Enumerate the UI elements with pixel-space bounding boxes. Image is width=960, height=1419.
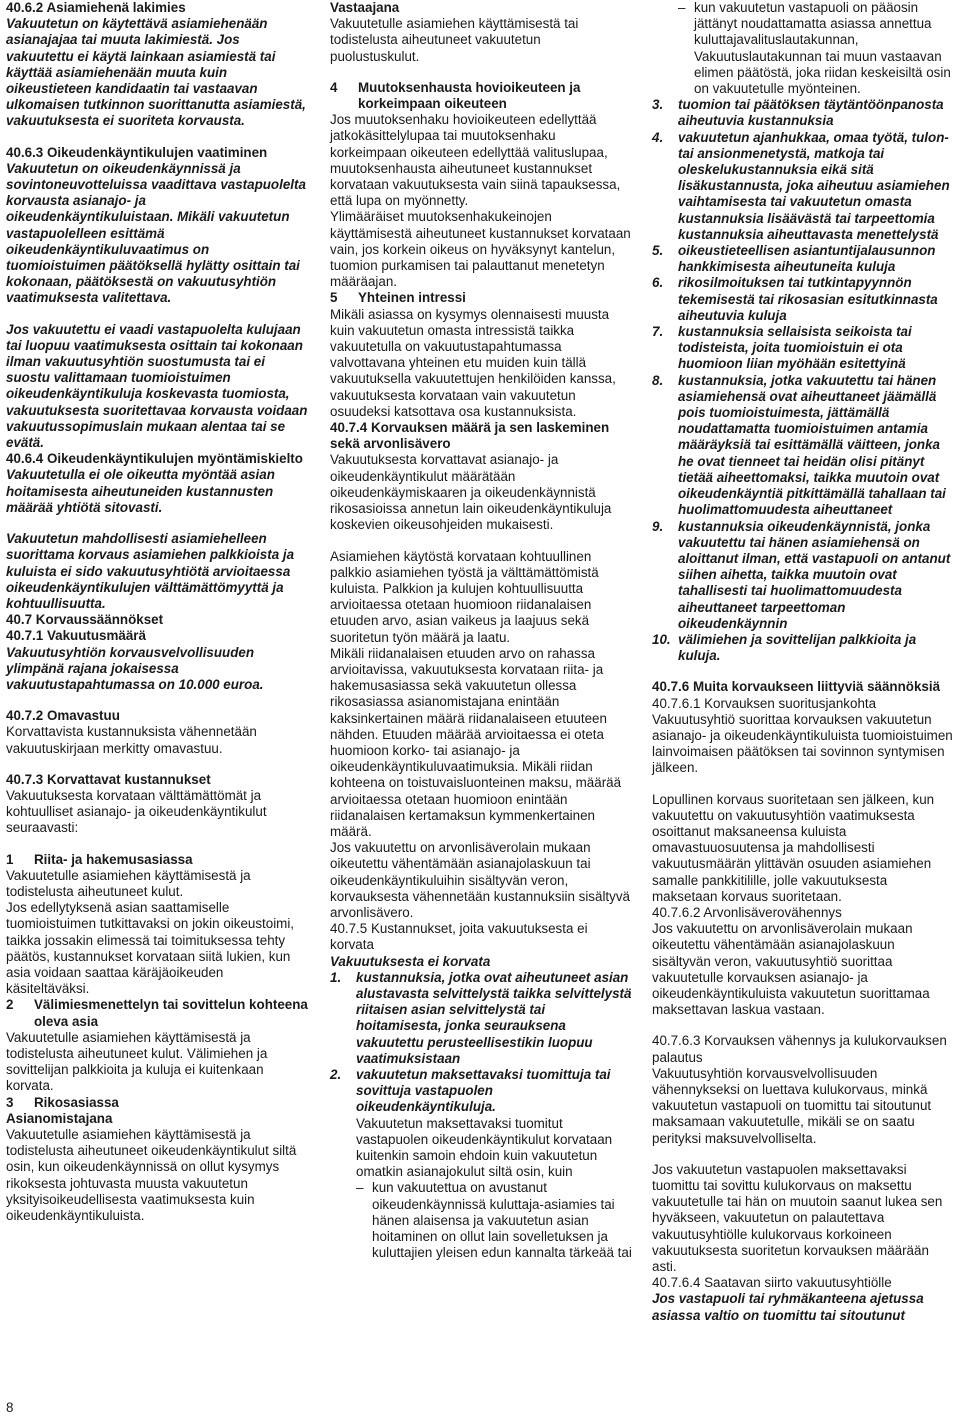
section-heading: 40.7.6.3 Korvauksen vähennys ja kulukorvauksen palautus [652,1033,947,1065]
page-number: 8 [6,1400,14,1415]
exclusion-list [330,970,632,1262]
section-heading: 40.7.2 Omavastuu [6,708,120,724]
section-40-6-4 [6,451,308,516]
paragraph: Ylimääräiset muutoksenhakukeinojen käyttämisestä aiheutuneet kustannukset korvataan vain, jos korkein oikeus on hyväksynyt kantelun, tuomion purkamisen tai palauttanut menetetyn määräajan. [330,209,631,290]
section-heading: 40.7.3 Korvattavat kustannukset [6,771,211,787]
section-body: Vakuutetun on oikeudenkäynnissä ja sovintoneuvotteluissa vaadittava vastapuolelta korvausta asianajo- ja oikeudenkäyntikuluistaan. Mikäli vakuutetun vastapuolelleen esittämä oikeudenkäyntikuluvaatimus on tuomioistuimen päätöksellä hylätty osittain tai kokonaan, päätöksestä on vakuutusyhtiön vaatimuksesta valitettava. [6,160,306,306]
list-number: 5. [652,243,664,259]
paragraph: Vakuutetulle asiamiehen käyttämisestä ja todistelusta aiheutuneet kulut. Välimiehen ja sovittelijan palkkioita ja kuluja ei kuitenkaan korvata. [6,1029,268,1094]
list-number: 3. [652,97,664,113]
section-40-6-2 [6,0,308,130]
paragraph: Asiamiehen käytöstä korvataan kohtuullinen palkkio asiamiehen työstä ja välttämättömistä kuluista. Palkkion ja kulujen kohtuullisuutta arvioitaessa otetaan huomioon riidanalaisen etuuden arvo, asian vaikeus ja laajuus sekä suoritetun työn määrä ja laatu. [330,548,599,645]
section-body: Jos vastapuoli tai ryhmäkanteena ajetussa asiassa valtio on tuomittu tai sitoutunut [652,1291,924,1323]
section-body: Vakuutusyhtiö suorittaa korvauksen vakuutetun asianajo- ja oikeudenkäyntikuluista tuomioistuimen lainvoimaisen päätöksen tai sovinnon syntymisen jälkeen. [652,711,953,776]
numbered-exclusions [652,97,956,664]
column-3 [652,0,956,1324]
section-body: Jos vakuutettu on arvonlisäverolain mukaan oikeutettu vähentämään asianajolaskuun sisältyvän veron, vakuutusyhtiö suorittaa vakuutetulle korvauksen asianajo- ja oikeudenkäyntikuluista vakuutetun suorittamaa maksettavan laskua vastaan. [652,921,930,1018]
item-number: 4 [330,79,338,95]
list-item-dash [330,1180,632,1261]
item-number: 1 [6,851,14,867]
paragraph: Mikäli riidanalaisen etuuden arvo on rahassa arvioitavissa, vakuutuksesta korvataan riita- ja hakemusasiassa sekä vakuutetun ollessa rikosasiassa asianomistajana enintään kaksinkertainen määrä riidanalaiseen etuuteen nähden. Etuuden määrää arvioitaessa ei oteta huomioon korko- tai asianajo- ja oikeudenkäyntikuluvaatimuksia. Mikäli riidan kohteena on toistuvaisluonteinen maksu, määrää arvioitaessa otetaan huomioon enintään riidanalaisen kertamaksun kymmenkertainen määrä. [330,645,622,839]
section-40-6-3 [6,145,308,307]
paragraph: Jos muutoksenhaku hovioikeuteen edellyttää jatkokäsittelylupaa tai muutoksenhaku korkeimpaan oikeuteen edellyttää valituslupaa, muutoksenhausta aiheutuneet kustannukset korvataan vakuutuksesta vain siinä tapauksessa, että lupa on myönnetty. [330,112,621,209]
subsection-asianomistajana [6,1111,308,1224]
list-text: kustannuksia, jotka vakuutettu tai hänen asiamiehensä ovat aiheuttaneet jäämällä pois tuomioistuimesta, jättämällä noudattamatta tuomioistuimen antamia määräyksiä tai esittämällä väitteen, jonka he ovat tienneet tai heidän olisi pitänyt tietää aiheettomaksi, taikka muutoin ovat oikeudenkäyntiä pitkittämällä tahallaan tai huolimattomuudesta aiheuttaneet [678,372,946,518]
section-body: Vakuutuksesta korvattavat asianajo- ja oikeudenkäyntikulut määrätään oikeudenkäymiskaaren ja oikeudenkäynnistä rikosasioissa annetun lain oikeudenkäyntikuluja koskevien oikeusohjeiden mukaisesti. [330,452,612,533]
numbered-heading-5 [330,290,632,306]
paragraph: Vakuutetulle asiamiehen käyttämisestä ja todistelusta aiheutuneet oikeudenkäyntikulut siltä osin, kun oikeudenkäynnissä on ollut kysymys rikoksesta johtuvasta muusta vakuutetun yksityisoikeudellisesta vaatimuksesta kuin oikeudenkäyntikuluista. [6,1127,297,1224]
list-item [652,324,956,373]
list-item [652,275,956,324]
dash-text: kun vakuutetun vastapuoli on pääosin jättänyt noudattamatta asiassa annettua kuluttajavalituslautakunnan, Vakuutuslautakunnan tai muun vastaavan elimen päätöstä, joka riidan keskeisiltä osin on vakuutetulle myönteinen. [694,0,951,97]
list-item [652,519,956,632]
list-item [652,97,956,129]
section-body: Vakuutusyhtiön korvausvelvollisuuden vähennykseksi on luettava kulukorvaus, minkä vakuutetun vastapuoli on tuomittu tai sitoutunut maksamaan vakuutetulle, mikäli se on saatu perityksi maksuvelvolliselta. [652,1065,932,1146]
item-title: Yhteinen intressi [358,290,466,306]
list-text: Vakuutetun maksettavaksi tuomitut vastapuolen oikeudenkäyntikulut korvataan kuitenkin samoin ehdoin kuin vakuutetun omatkin asianajokulut siltä osin, kuin [356,1115,613,1180]
list-text: vakuutetun maksettavaksi tuomittuja tai sovittuja vastapuolen oikeudenkäyntikuluja. [356,1067,611,1115]
item-title: Muutoksenhausta hovioikeuteen ja korkeimpaan oikeuteen [358,79,581,112]
list-text: kustannuksia oikeudenkäynnistä, jonka vakuutettu tai hänen asiamiehensä on aloittanut ilman, että vastapuoli on antanut siihen aihetta, taikka muutoin ovat tahallisesti tai huolimattomuudesta aiheuttaneet tarpeettoman oikeudenkäynnin [678,518,951,631]
paragraph: Vakuutetulle asiamiehen käyttämisestä ja todistelusta aiheutuneet kulut. [6,867,251,899]
list-text: kustannuksia sellaisista seikoista tai todisteista, joita tuomioistuin ei ota huomioon liian myöhään esitettyinä [678,324,912,372]
list-text: tuomion tai päätöksen täytäntöönpanosta aiheutuvia kustannuksia [678,97,944,129]
list-item [652,130,956,243]
list-text: rikosilmoituksen tai tutkintapyynnön tekemisestä tai rikosasian esitutkinnasta aiheutuvia kuluja [678,275,938,323]
list-number: 2. [330,1067,342,1082]
section-heading-40-7: 40.7 Korvaussäännökset [6,612,164,628]
list-number: 6. [652,275,664,291]
list-number: 9. [652,518,664,534]
column-2 [330,0,632,1261]
paragraph: Jos vakuutettu ei vaadi vastapuolelta kulujaan tai luopuu vaatimuksesta osittain tai kokonaan ilman vakuutusyhtiön suostumusta tai ei suostu valittamaan tuomioistuimen oikeudenkäyntikuluja koskevasta tuomiosta, vakuutuksesta suoritettavaa korvausta voidaan vakuutussopimuslain mukaan alentaa tai se evätä. [6,321,308,451]
section-40-7-3 [6,772,308,837]
list-item [330,1067,632,1116]
item-number: 5 [330,290,338,306]
paragraph: Vakuutetulle asiamiehen käyttämisestä tai todistelusta aiheutuneet vakuutetun puolustuskulut. [330,16,579,64]
section-40-7-6-4 [652,1275,956,1324]
list-number: 4. [652,129,664,145]
section-heading: 40.7.6.2 Arvonlisäverovähennys [652,904,842,920]
list-text: oikeustieteellisen asiantuntijalausunnon hankkimisesta aiheutuneita kuluja [678,243,936,275]
list-item [652,373,956,519]
list-number: 7. [652,324,664,340]
subsection-vastaajana [330,0,632,65]
list-text: kustannuksia, jotka ovat aiheutuneet asian alustavasta selvittelystä taikka selvittelystä riitaisen asian selvittelystä tai hoitamisesta, jonka seurauksena vakuutettu perusteellisestikin luopuu vaatimuksistaan [356,969,632,1066]
list-number: 10. [652,631,671,647]
item-number: 3 [6,1094,14,1110]
paragraph: Jos vakuutettu on arvonlisäverolain mukaan oikeutettu vähentämään asianajolaskuun tai oikeudenkäyntikuluihin sisältyvän veron, korvauksesta vähennetään kustannuksiin sisältyvä arvonlisävero. [330,840,630,920]
section-40-7-6-1 [652,696,956,777]
section-heading-40-7-6: 40.7.6 Muita korvaukseen liittyviä säännöksiä [652,679,941,695]
section-body: Vakuutetun on käytettävä asiamiehenään asianajajaa tai muuta lakimiestä. Jos vakuutettu ei käytä lainkaan asiamiestä tai käyttää asiamiehenään muuta kuin oikeustieteen kandidaatin tai vastaavan ulkomaisen tutkinnon suorittanutta asiamiestä, vakuutuksesta ei suoriteta korvausta. [6,16,306,129]
numbered-heading-2 [6,997,308,1029]
section-heading: 40.7.5 Kustannukset, joita vakuutuksesta ei korvata [330,921,588,953]
numbered-heading-1 [6,852,308,868]
section-40-7-6-2 [652,905,956,1018]
subheading: Vastaajana [330,0,400,15]
section-40-7-5 [330,921,632,1261]
list-item-continuation [330,1116,632,1181]
section-heading: 40.7.6.4 Saatavan siirto vakuutusyhtiölle [652,1275,892,1291]
list-text: välimiehen ja sovittelijan palkkioita ja kuluja. [678,631,917,664]
item-number: 2 [6,997,14,1013]
section-body: Vakuutusyhtiön korvausvelvollisuuden ylimpänä rajana jokaisessa vakuutustapahtumassa on 10.000 euroa. [6,644,264,692]
dash-bullet: – [678,0,686,15]
paragraph: Vakuutetun mahdollisesti asiamiehelleen suorittama korvaus asiamiehen palkkioista ja kuluista ei sido vakuutusyhtiötä arvioitaessa oikeudenkäyntikulujen välttämättömyyttä ja kohtuullisuutta. [6,531,295,611]
section-40-7-1 [6,628,308,693]
list-item [330,970,632,1067]
list-item-dash [652,0,956,97]
section-heading: 40.6.3 Oikeudenkäyntikulujen vaatiminen [6,144,268,160]
dash-text: kun vakuutettua on avustanut oikeudenkäynnissä kuluttaja-asiamies tai hänen alaisensa ja vakuutetun asian hoitaminen on ollut lain sovelletuksen ja kuluttajien yleisen edun kannalta tärkeää tai [372,1180,632,1261]
section-40-7-4 [330,420,632,533]
subheading: Vakuutuksesta ei korvata [330,953,491,969]
section-heading: 40.6.2 Asiamiehenä lakimies [6,0,186,15]
subheading: Asianomistajana [6,1110,113,1126]
item-title: Riita- ja hakemusasiassa [34,851,193,867]
section-heading: 40.7.4 Korvauksen määrä ja sen laskeminen sekä arvonlisävero [330,420,610,452]
section-body: Vakuutuksesta korvataan välttämättömät ja kohtuulliset asianajo- ja oikeudenkäyntikulut seuraavasti: [6,787,267,836]
list-number: 1. [330,969,342,985]
list-item [652,243,956,275]
section-40-7-2 [6,708,308,757]
section-heading: 40.6.4 Oikeudenkäyntikulujen myöntämiskielto [6,451,303,467]
dash-bullet: – [356,1180,364,1196]
item-title: Rikosasiassa [34,1094,119,1110]
item-title: Välimiesmenettelyn tai sovittelun kohteena oleva asia [34,997,308,1029]
paragraph: Jos edellytyksenä asian saattamiselle tuomioistuimen tutkittavaksi on jokin oikeustoimi, taikka jossakin elimessä tai toimituksessa tehty päätös, kustannukset korvataan siitä lukien, kun asia voidaan saattaa käräjäoikeuden käsiteltäväksi. [6,900,295,997]
list-item [652,632,956,664]
section-heading: 40.7.6.1 Korvauksen suoritusjankohta [652,695,877,711]
section-40-7-6-3 [652,1033,956,1146]
column-1 [6,0,308,1239]
section-body: Korvattavista kustannuksista vähennetään vakuutuskirjaan merkitty omavastuu. [6,724,257,756]
exclusion-list-continued [652,0,956,664]
section-heading: 40.7.1 Vakuutusmäärä [6,628,146,644]
section-body: Vakuutetulla ei ole oikeutta myöntää asian hoitamisesta aiheutuneiden kustannusten määrää yhtiötä sitovasti. [6,467,275,515]
paragraph: Mikäli asiassa on kysymys olennaisesti muusta kuin vakuutetun omasta intressistä taikka vakuutetulla on vakuutustapahtumassa valvottavana yhteinen etu muiden kuin tällä vakuutuksella vakuutettujen henkilöiden kanssa, vakuutuksesta korvataan vain vakuutetun osuudeksi katsottava osa kustannuksista. [330,306,616,419]
numbered-heading-3 [6,1095,308,1111]
list-number: 8. [652,372,664,388]
paragraph: Jos vakuutetun vastapuolen maksettavaksi tuomittu tai sovittu kulukorvaus on maksettu vakuutetulle tai hän on muutoin saanut lukea sen hyväkseen, vakuutetun on palautettava vakuutusyhtiölle kulukorvaus korkoineen vakuutuksesta suoritetun korvauksen määrään asti. [652,1161,943,1275]
paragraph: Lopullinen korvaus suoritetaan sen jälkeen, kun vakuutettu on vakuutusyhtiön vaatimuksesta osoittanut maksaneensa kuluista omavastuuosuutensa ja mahdollisesti vakuutusmäärän ylittävän osuuden asiamiehen samalle pankkitilille, jolle vakuutuksesta maksetaan korvaus suoritetaan. [652,791,935,904]
numbered-heading-4 [330,80,632,112]
list-text: vakuutetun ajanhukkaa, omaa työtä, tulon- tai ansionmenetystä, matkoja tai oleskelukustannuksia eikä sitä lisäkustannusta, joka aiheutuu asiamiehen vaihtamisesta tai vakuutetun omasta kustannuksia lisäävästä tai tarpeettomia kustannuksia aiheuttavasta menettelystä [678,129,950,242]
